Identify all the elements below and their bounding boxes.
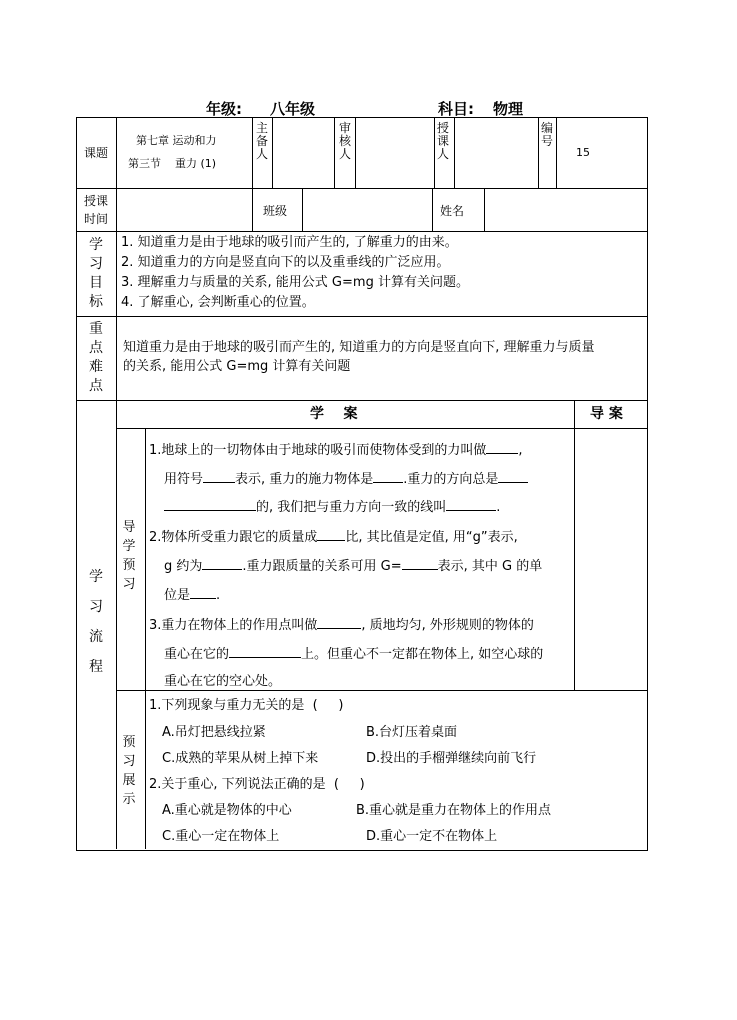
subject-value: 物理 (493, 100, 524, 118)
answer-blank[interactable] (317, 528, 345, 541)
col-divider (116, 117, 117, 849)
answer-blank[interactable] (486, 441, 518, 454)
preview-text: 用符号 (164, 472, 204, 487)
preview-text: 比, 其比值是定值, 用“g”表示, (345, 530, 518, 545)
number-value: 15 (576, 146, 590, 159)
answer-blank[interactable] (202, 557, 242, 570)
preview-q2-line2 (164, 557, 542, 575)
process-label: 学习流程 (89, 569, 103, 675)
show-label: 预习展示 (122, 735, 136, 807)
answer-blank[interactable] (498, 470, 528, 483)
preview-q1-line3 (164, 498, 500, 516)
preview-text: 重心在它的 (164, 647, 230, 662)
topic-label: 课题 (84, 146, 109, 160)
class-label: 班级 (263, 204, 288, 218)
answer-blank[interactable] (373, 470, 403, 483)
answer-blank[interactable] (190, 586, 216, 599)
objective-item: 2. 知道重力的方向是竖直向下的以及重垂线的广泛应用。 (121, 255, 450, 270)
preview-text: 上。但重心不一定都在物体上, 如空心球的 (301, 647, 544, 662)
col-divider (252, 188, 253, 231)
row-divider (76, 400, 647, 401)
preview-q3-line1 (149, 616, 534, 634)
show-q1-option-c: C.成熟的苹果从树上掉下来 (162, 751, 319, 766)
col-divider (272, 117, 273, 188)
col-divider (355, 117, 356, 188)
preview-q3-line2 (164, 645, 543, 663)
preview-text: 的, 我们把与重力方向一致的线叫 (256, 500, 447, 515)
show-q1-option-a: A.吊灯把悬线拉紧 (162, 725, 266, 740)
show-q2-option-c: C.重心一定在物体上 (162, 829, 280, 844)
time-label-1: 授课 (84, 194, 109, 208)
subject-label: 科目: (438, 100, 474, 118)
row-divider (76, 188, 647, 189)
preview-text: 位是 (164, 588, 191, 603)
col-divider (334, 117, 335, 188)
preview-text: 3.重力在物体上的作用点叫做 (149, 618, 318, 633)
grade-value: 八年级 (270, 100, 316, 118)
preview-text: . (216, 588, 221, 603)
preview-text: .重力跟质量的关系可用 G= (242, 559, 402, 574)
preview-label: 导学预习 (122, 520, 136, 592)
preview-text: 1.地球上的一切物体由于地球的吸引而使物体受到的力叫做 (149, 443, 487, 458)
preparer-label: 主备人 (256, 121, 269, 161)
name-label: 姓名 (440, 204, 465, 218)
show-q2-option-d: D.重心一定不在物体上 (366, 829, 498, 844)
preview-q1-line2 (164, 470, 528, 488)
col-divider (574, 400, 575, 690)
row-divider (116, 690, 647, 691)
col-divider (454, 117, 455, 188)
preview-text: 2.物体所受重力跟它的质量成 (149, 530, 318, 545)
preview-text: , 质地均匀, 外形规则的物体的 (361, 618, 534, 633)
objectives-label: 学习目标 (89, 237, 103, 310)
xuean-header: 学 案 (310, 406, 358, 422)
col-divider (432, 188, 433, 231)
answer-blank[interactable] (317, 616, 361, 629)
col-divider (434, 117, 435, 188)
objective-item: 3. 理解重力与质量的关系, 能用公式 G=mg 计算有关问题。 (121, 275, 469, 290)
show-q1-option-b: B.台灯压着桌面 (366, 725, 458, 740)
show-q1: 1.下列现象与重力无关的是 ( ) (149, 698, 344, 713)
keypoints-label: 重点难点 (89, 321, 103, 394)
show-q1-option-d: D.投出的手榴弹继续向前飞行 (366, 751, 537, 766)
preview-text: g 约为 (164, 559, 203, 574)
preview-text: 表示, 重力的施力物体是 (235, 472, 374, 487)
show-q2-option-a: A.重心就是物体的中心 (162, 803, 292, 818)
topic-line-1: 第七章 运动和力 (136, 134, 217, 147)
preview-text: . (496, 500, 501, 515)
preview-text: 表示, 其中 G 的单 (437, 559, 543, 574)
reviewer-label: 审核人 (339, 121, 352, 161)
preview-q1-line1 (149, 441, 523, 459)
row-divider (116, 428, 647, 429)
preview-q2-line3 (164, 586, 220, 604)
answer-blank[interactable] (446, 498, 496, 511)
preview-q2-line1 (149, 528, 518, 546)
time-label-2: 时间 (84, 212, 109, 226)
row-divider (76, 231, 647, 232)
col-divider (484, 188, 485, 231)
daoan-header: 导 案 (590, 406, 623, 422)
objective-item: 1. 知道重力是由于地球的吸引而产生的, 了解重力的由来。 (121, 235, 458, 250)
number-label: 编号 (541, 121, 554, 148)
col-divider (302, 188, 303, 231)
topic-line-2: 第三节 重力 (1) (128, 157, 217, 170)
keypoints-line-2: 的关系, 能用公式 G=mg 计算有关问题 (123, 359, 351, 374)
preview-text: .重力的方向总是 (403, 472, 499, 487)
answer-blank[interactable] (229, 645, 301, 658)
answer-blank[interactable] (203, 470, 235, 483)
preview-text: , (518, 443, 523, 458)
show-q2-option-b: B.重心就是重力在物体上的作用点 (356, 803, 552, 818)
show-q2: 2.关于重心, 下列说法正确的是 ( ) (149, 777, 365, 792)
teacher-label: 授课人 (437, 121, 450, 161)
col-divider (538, 117, 539, 188)
grade-label: 年级: (206, 100, 242, 118)
keypoints-line-1: 知道重力是由于地球的吸引而产生的, 知道重力的方向是竖直向下, 理解重力与质量 (123, 340, 595, 355)
col-divider (556, 117, 557, 188)
col-divider (145, 428, 146, 849)
preview-q3-line3: 重心在它的空心处。 (164, 674, 282, 689)
row-divider (76, 316, 647, 317)
answer-blank[interactable] (402, 557, 438, 570)
answer-blank[interactable] (164, 498, 256, 511)
col-divider (252, 117, 253, 188)
objective-item: 4. 了解重心, 会判断重心的位置。 (121, 295, 315, 310)
